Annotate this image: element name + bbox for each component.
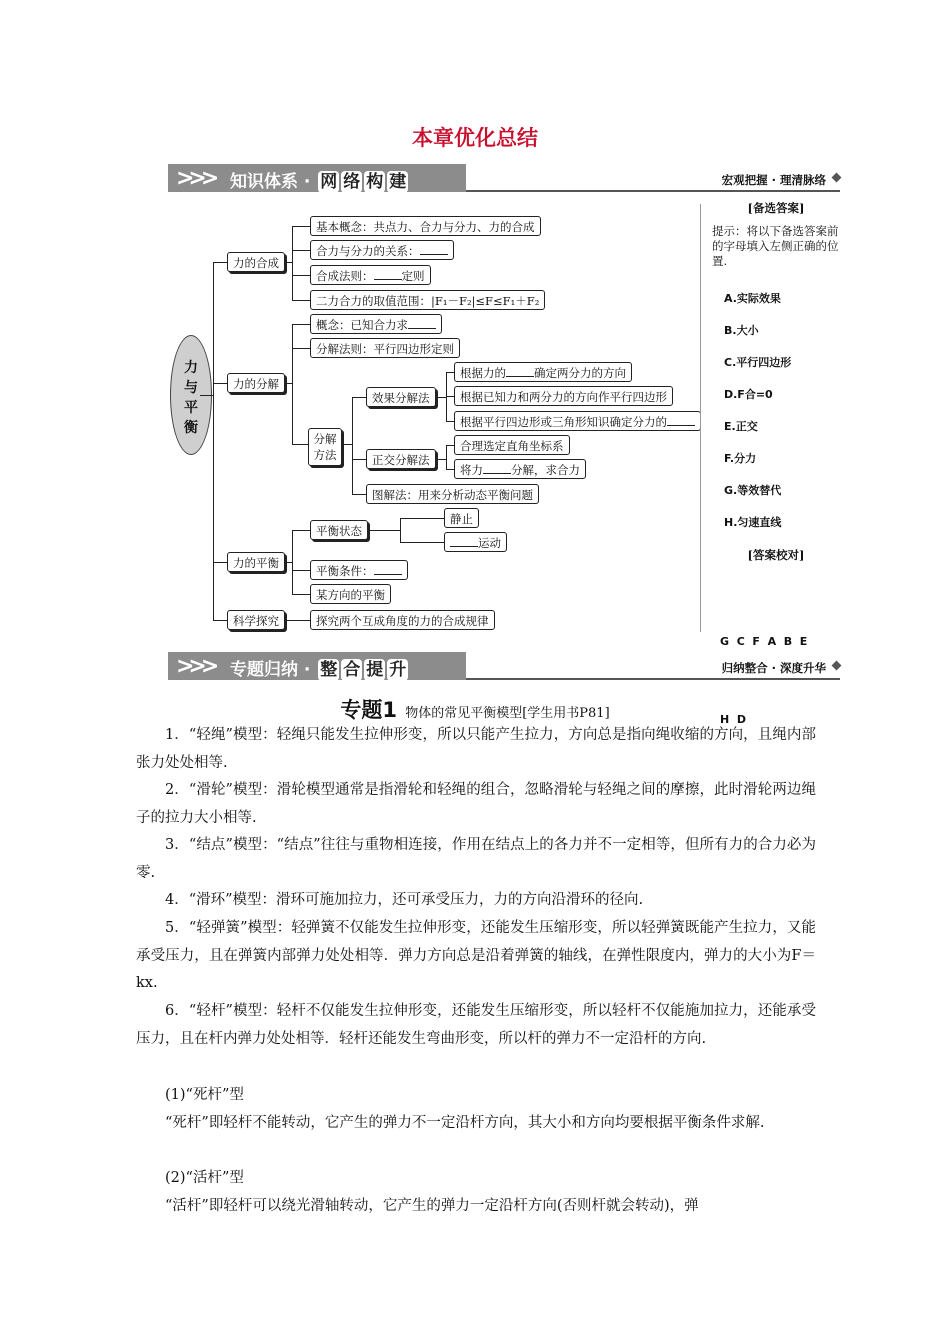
node-text: 分解 [313,432,337,446]
node-text: 合成法则： [316,269,374,283]
banner-title: 专题归纳 · 整 合 提 升 [230,660,407,680]
banner-char: 建 [389,172,407,192]
banner-char: 整 [320,660,338,680]
banner-subtitle: 归纳整合 · 深度升华 [721,661,826,675]
node-text: 确定两分力的方向 [534,366,626,380]
node-text: 合力与分力的关系： [316,244,420,258]
map-node: 分解法则：平行四边形定则 [310,338,460,358]
map-node: 静止 [444,508,479,528]
map-node [310,560,408,580]
diamond-icon [832,661,842,671]
map-node [454,362,632,382]
node-text: 根据力的 [460,366,506,380]
topic-title: 物体的常见平衡模型[学生用书P81] [405,706,610,721]
method-orthogonal: 正交分解法 [366,449,436,469]
options-list [700,283,840,539]
map-node: 某方向的平衡 [310,584,391,604]
paragraph: “死杆”即轻杆不能转动，它产生的弹力不一定沿杆方向，其大小和方向均要根据平衡条件求解. [165,1115,765,1131]
banner-rule [466,678,840,680]
map-node [454,459,586,479]
answer-blank [420,242,448,255]
banner-char: 网 [320,172,338,192]
root-char: 衡 [184,420,198,436]
option-item: A.实际效果 [724,292,781,305]
node-text: 根据平行四边形或三角形知识确定分力的 [460,415,667,429]
root-char: 平 [184,400,198,416]
node-text: 定则 [401,269,425,283]
banner-char: 络 [343,172,361,192]
node-decomposition-methods [308,428,342,466]
node-balance-state: 平衡状态 [310,520,368,540]
map-node [310,314,442,334]
section-banner-knowledge [168,164,840,194]
diamond-icon [832,173,842,183]
node-text: 概念：已知合力求 [316,318,408,332]
answer-blank [408,316,436,329]
option-item: D.F合=0 [724,388,773,401]
node-text: 分解，求合力 [511,463,580,477]
paragraph: 6．“轻杆”模型：轻杆不仅能发生拉伸形变，还能发生压缩形变，所以轻杆不仅能施加拉力，还能承受压力，且在杆内弹力处处相等．轻杆还能发生弯曲形变，所以杆的弹力不一定沿杆的方向. [136,1003,816,1047]
map-node: 根据已知力和两分力的方向作平行四边形 [454,386,673,406]
banner-title: 知识体系 · 网 络 构 建 [230,172,407,192]
option-item: E.正交 [724,420,758,433]
banner-rule [466,190,840,192]
banner-char: 构 [366,172,384,192]
banner-char: 提 [366,660,384,680]
map-node: 探究两个互成角度的力的合成规律 [310,610,495,630]
node-text: 将力 [460,463,483,477]
answer-blank [374,267,402,280]
option-item: H.匀速直线 [724,516,782,529]
option-item: G.等效替代 [724,484,782,497]
map-node [454,411,701,431]
banner-char: 合 [343,660,361,680]
node-text: 运动 [478,536,501,550]
answer-blank [667,413,695,426]
branch-inquiry: 科学探究 [227,610,285,630]
chevron-icon: >>> [176,654,214,679]
paragraph: “活杆”即轻杆可以绕光滑轴转动，它产生的弹力一定沿杆方向(否则杆就会转动)，弹 [165,1198,699,1214]
paragraph: 4．“滑环”模型：滑环可施加拉力，还可承受压力，力的方向沿滑环的径向. [165,892,644,908]
method-effect: 效果分解法 [366,387,436,407]
chevron-icon: >>> [176,166,214,191]
page-title: 本章优化总结 [412,126,538,150]
answer-key-row: G C F A B E [720,635,808,648]
branch-decomposition: 力的分解 [227,373,285,393]
map-node: 基本概念：共点力、合力与分力、力的合成 [310,216,541,236]
paragraph: 5．“轻弹簧”模型：轻弹簧不仅能发生拉伸形变，还能发生压缩形变，所以轻弹簧既能产生拉力，又能承受压力，且在弹簧内部弹力处处相等．弹力方向总是沿着弹簧的轴线，在弹性限度内，弹力的大小为F＝kx. [136,920,816,991]
options-tip: 提示：将以下备选答案前的字母填入左侧正确的位置. [712,224,839,268]
banner-lead: 知识体系 [230,172,298,192]
paragraph: (1)“死杆”型 [165,1087,244,1103]
node-text: 平衡条件： [316,564,374,578]
options-header: [备选答案] [747,201,805,215]
banner-char: 升 [389,660,407,680]
option-item: C.平行四边形 [724,356,792,369]
map-node [310,240,454,260]
branch-composition: 力的合成 [227,252,285,272]
answer-check-header: [答案校对] [747,548,805,562]
answer-key-row: H D [720,713,746,726]
map-node [310,265,431,285]
topic-heading [0,694,950,724]
map-node: 二力合力的取值范围：|F₁－F₂|≤F≤F₁＋F₂ [310,290,545,310]
section-banner-topics [168,652,840,682]
root-char: 力 [184,360,198,376]
banner-lead: 专题归纳 [230,660,298,680]
topic-number: 专题1 [340,698,397,722]
answer-blank [506,364,534,377]
answer-blank [483,461,511,474]
map-node: 合理选定直角坐标系 [454,435,570,455]
node-text: 方法 [313,448,337,462]
paragraph: 1．“轻绳”模型：轻绳只能发生拉伸形变，所以只能产生拉力，方向总是指向绳收缩的方向，且绳内部张力处处相等. [136,727,816,771]
branch-balance: 力的平衡 [227,552,285,572]
paragraph: (2)“活杆”型 [165,1170,244,1186]
answer-blank [450,534,478,547]
method-graphical: 图解法：用来分析动态平衡问题 [366,484,539,504]
root-char: 与 [184,380,198,396]
paragraph: 2．“滑轮”模型：滑轮模型通常是指滑轮和轻绳的组合，忽略滑轮与轻绳之间的摩擦，此时滑轮两边绳子的拉力大小相等. [136,782,816,826]
answer-blank [374,562,402,575]
option-item: F.分力 [724,452,757,465]
paragraph: 3．“结点”模型：“结点”往往与重物相连接，作用在结点上的各力并不一定相等，但所有力的合力必为零. [136,837,816,881]
map-node [444,532,507,552]
option-item: B.大小 [724,324,759,337]
banner-subtitle: 宏观把握 · 理清脉络 [721,173,826,187]
